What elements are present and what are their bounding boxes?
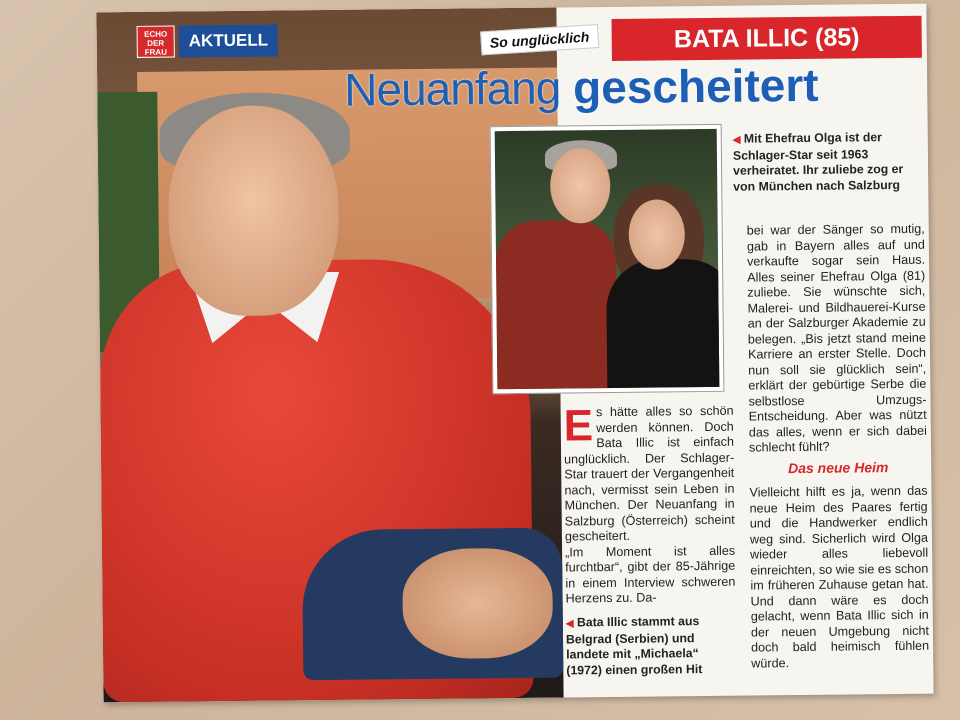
article-column-2 xyxy=(747,222,927,456)
headline-part2: gescheitert xyxy=(572,58,819,114)
photo-caption: ◀ Mit Ehefrau Olga ist der Schlager-Star seit 1963 verheiratet. Ihr zuliebe zog er von München nach Salzburg xyxy=(732,130,904,194)
column-3-paragraph: Vielleicht hilft es ja, wenn das neue Heim des Paares fertig und die Handwerker endlich weg sind. Sicherlich wird Olga wieder alles liebevoll einreichten, so wie sie es schon im früheren Zuhause getan hat. Und dann wäre es doch gelacht, wenn Bata Illic sich in der neuen Umgebung nicht doch bald heimisch fühlen würde. xyxy=(749,483,930,671)
subheading: Das neue Heim xyxy=(787,459,889,477)
column-1-paragraph-2: „Im Moment ist alles furchtbar“, gibt der 85-Jährige in einem Interview schweren Herzens zu. Da- xyxy=(565,543,736,606)
headline xyxy=(344,56,925,118)
column-2-paragraph: bei war der Sänger so mutig, gab in Bayern alles auf und verkaufte sogar sein Haus. Alles seiner Ehefrau Olga (81) zuliebe. Sie wünschte sich, Malerei- und Bildhauerei-Kurse an der Salzburger Akademie zu belegen. „Bis jetzt stand meine Karriere an erster Stelle. Doch nun soll sie glücklich sein“, erklärt der gebürtige Serbe die selbstlose Umzugs-Entscheidung. Aber was nützt das alles, wenn er sich dabei schlecht fühlt? xyxy=(746,221,927,455)
kicker-label: So unglücklich xyxy=(480,24,599,55)
section-label: AKTUELL xyxy=(179,24,279,57)
column-1-paragraph-1: s hätte alles so schön werden können. Doch Bata Illic ist einfach unglücklich. Der Schlager-Star trauert der Vergangenheit nach, vermisst sein Leben in München. Der Neuanfang in Salzburg (Österreich) scheint gescheitert. xyxy=(564,403,735,544)
brand-logo: ECHO DER FRAU xyxy=(137,26,175,58)
caption-arrow-icon: ◀ xyxy=(565,618,574,630)
magazine-brand xyxy=(137,24,279,57)
inset-photo-couple xyxy=(490,124,725,394)
bio-caption: ◀ Bata Illic stammt aus Belgrad (Serbien) und landete mit „Michaela“ (1972) einen großen Hit xyxy=(565,614,703,677)
dropcap: E xyxy=(563,401,594,451)
magazine-clipping xyxy=(96,4,933,703)
topic-banner: BATA ILLIC (85) xyxy=(612,16,922,61)
article-column-3 xyxy=(749,484,929,672)
article-column-1 xyxy=(563,401,736,607)
caption-arrow-icon: ◀ xyxy=(732,134,741,146)
headline-part1: Neuanfang xyxy=(343,61,561,116)
